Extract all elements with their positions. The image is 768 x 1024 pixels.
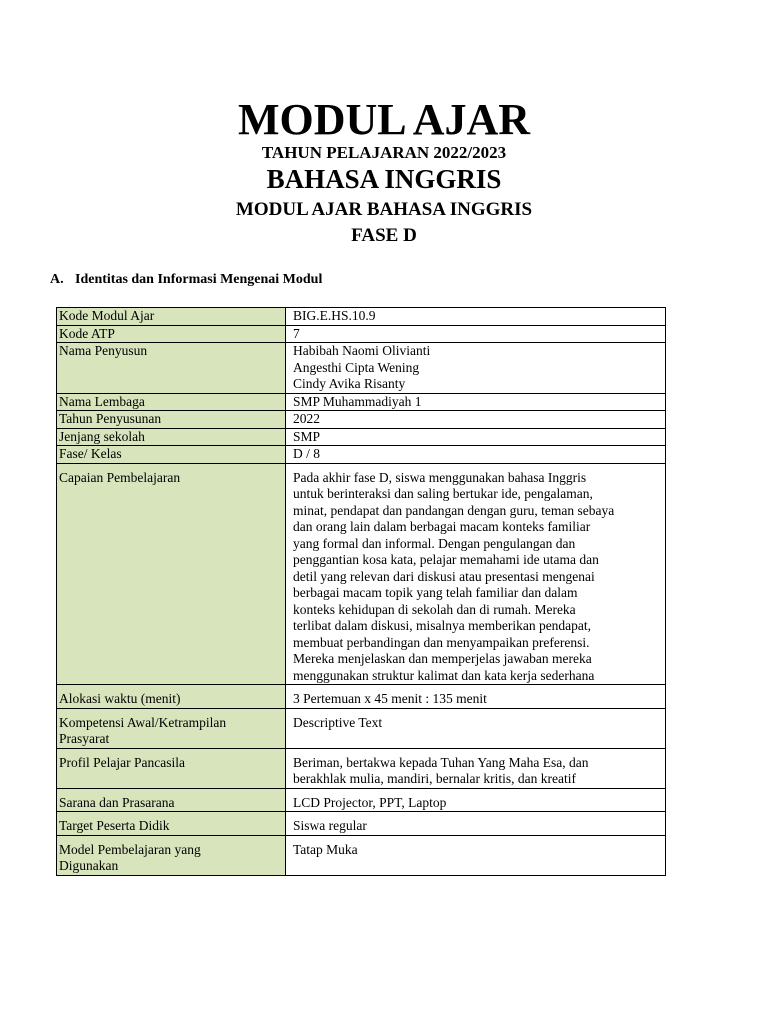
row-value: D / 8 bbox=[286, 446, 666, 464]
row-value: 3 Pertemuan x 45 menit : 135 menit bbox=[286, 685, 666, 709]
row-label: Nama Penyusun bbox=[57, 343, 286, 394]
row-value: Siswa regular bbox=[286, 812, 666, 836]
row-label: Fase/ Kelas bbox=[57, 446, 286, 464]
table-row bbox=[57, 428, 666, 446]
row-value: Tatap Muka bbox=[286, 835, 666, 875]
row-label: Profil Pelajar Pancasila bbox=[57, 748, 286, 788]
table-row bbox=[57, 308, 666, 326]
table-row bbox=[57, 748, 666, 788]
table-row bbox=[57, 812, 666, 836]
row-value: Habibah Naomi Olivianti Angesthi Cipta Wening Cindy Avika Risanty bbox=[286, 343, 666, 394]
row-label: Tahun Penyusunan bbox=[57, 411, 286, 429]
row-value: Beriman, bertakwa kepada Tuhan Yang Maha Esa, dan berakhlak mulia, mandiri, bernalar kritis, dan kreatif bbox=[286, 748, 666, 788]
row-value: Descriptive Text bbox=[286, 708, 666, 748]
row-label: Kompetensi Awal/Ketrampilan Prasyarat bbox=[57, 708, 286, 748]
module-info-table bbox=[56, 307, 666, 876]
table-row bbox=[57, 411, 666, 429]
academic-year: TAHUN PELAJARAN 2022/2023 bbox=[261, 143, 507, 162]
table-row bbox=[57, 685, 666, 709]
table-row bbox=[57, 446, 666, 464]
table-row bbox=[57, 343, 666, 394]
module-title: MODUL AJAR bbox=[237, 95, 531, 144]
table-row bbox=[57, 835, 666, 875]
phase-label: FASE D bbox=[351, 225, 417, 246]
row-value: SMP bbox=[286, 428, 666, 446]
row-value: 7 bbox=[286, 325, 666, 343]
subject-title: BAHASA INGGRIS bbox=[266, 164, 502, 194]
row-label: Kode ATP bbox=[57, 325, 286, 343]
row-value: SMP Muhammadiyah 1 bbox=[286, 393, 666, 411]
row-value: 2022 bbox=[286, 411, 666, 429]
row-value: Pada akhir fase D, siswa menggunakan bahasa Inggris untuk berinteraksi dan saling bertukar ide, pengalaman, minat, pendapat dan pandangan dengan guru, teman sebaya dan orang lain dalam berbagai macam konteks familiar yang formal dan informal. Dengan pengulangan dan penggantian kosa kata, pelajar memahami ide utama dan detil yang relevan dari diskusi atau presentasi mengenai berbagai macam topik yang telah familiar dan dalam konteks kehidupan di sekolah dan di rumah. Mereka terlibat dalam diskusi, misalnya memberikan pendapat, membuat perbandingan dan menyampaikan preferensi. Mereka menjelaskan dan memperjelas jawaban mereka menggunakan struktur kalimat dan kata kerja sederhana bbox=[286, 463, 666, 685]
row-label: Capaian Pembelajaran bbox=[57, 463, 286, 685]
section-a-heading bbox=[50, 271, 322, 289]
table-row bbox=[57, 788, 666, 812]
table-row bbox=[57, 708, 666, 748]
row-label: Alokasi waktu (menit) bbox=[57, 685, 286, 709]
row-value: LCD Projector, PPT, Laptop bbox=[286, 788, 666, 812]
row-label: Nama Lembaga bbox=[57, 393, 286, 411]
table-row bbox=[57, 325, 666, 343]
row-label: Jenjang sekolah bbox=[57, 428, 286, 446]
section-a-letter: A. bbox=[50, 272, 64, 287]
table-row bbox=[57, 463, 666, 685]
row-value: BIG.E.HS.10.9 bbox=[286, 308, 666, 326]
row-label: Kode Modul Ajar bbox=[57, 308, 286, 326]
table-row bbox=[57, 393, 666, 411]
row-label: Model Pembelajaran yang Digunakan bbox=[57, 835, 286, 875]
section-a-title: Identitas dan Informasi Mengenai Modul bbox=[75, 272, 323, 287]
row-label: Target Peserta Didik bbox=[57, 812, 286, 836]
module-subtitle: MODUL AJAR BAHASA INGGRIS bbox=[235, 199, 533, 220]
row-label: Sarana dan Prasarana bbox=[57, 788, 286, 812]
